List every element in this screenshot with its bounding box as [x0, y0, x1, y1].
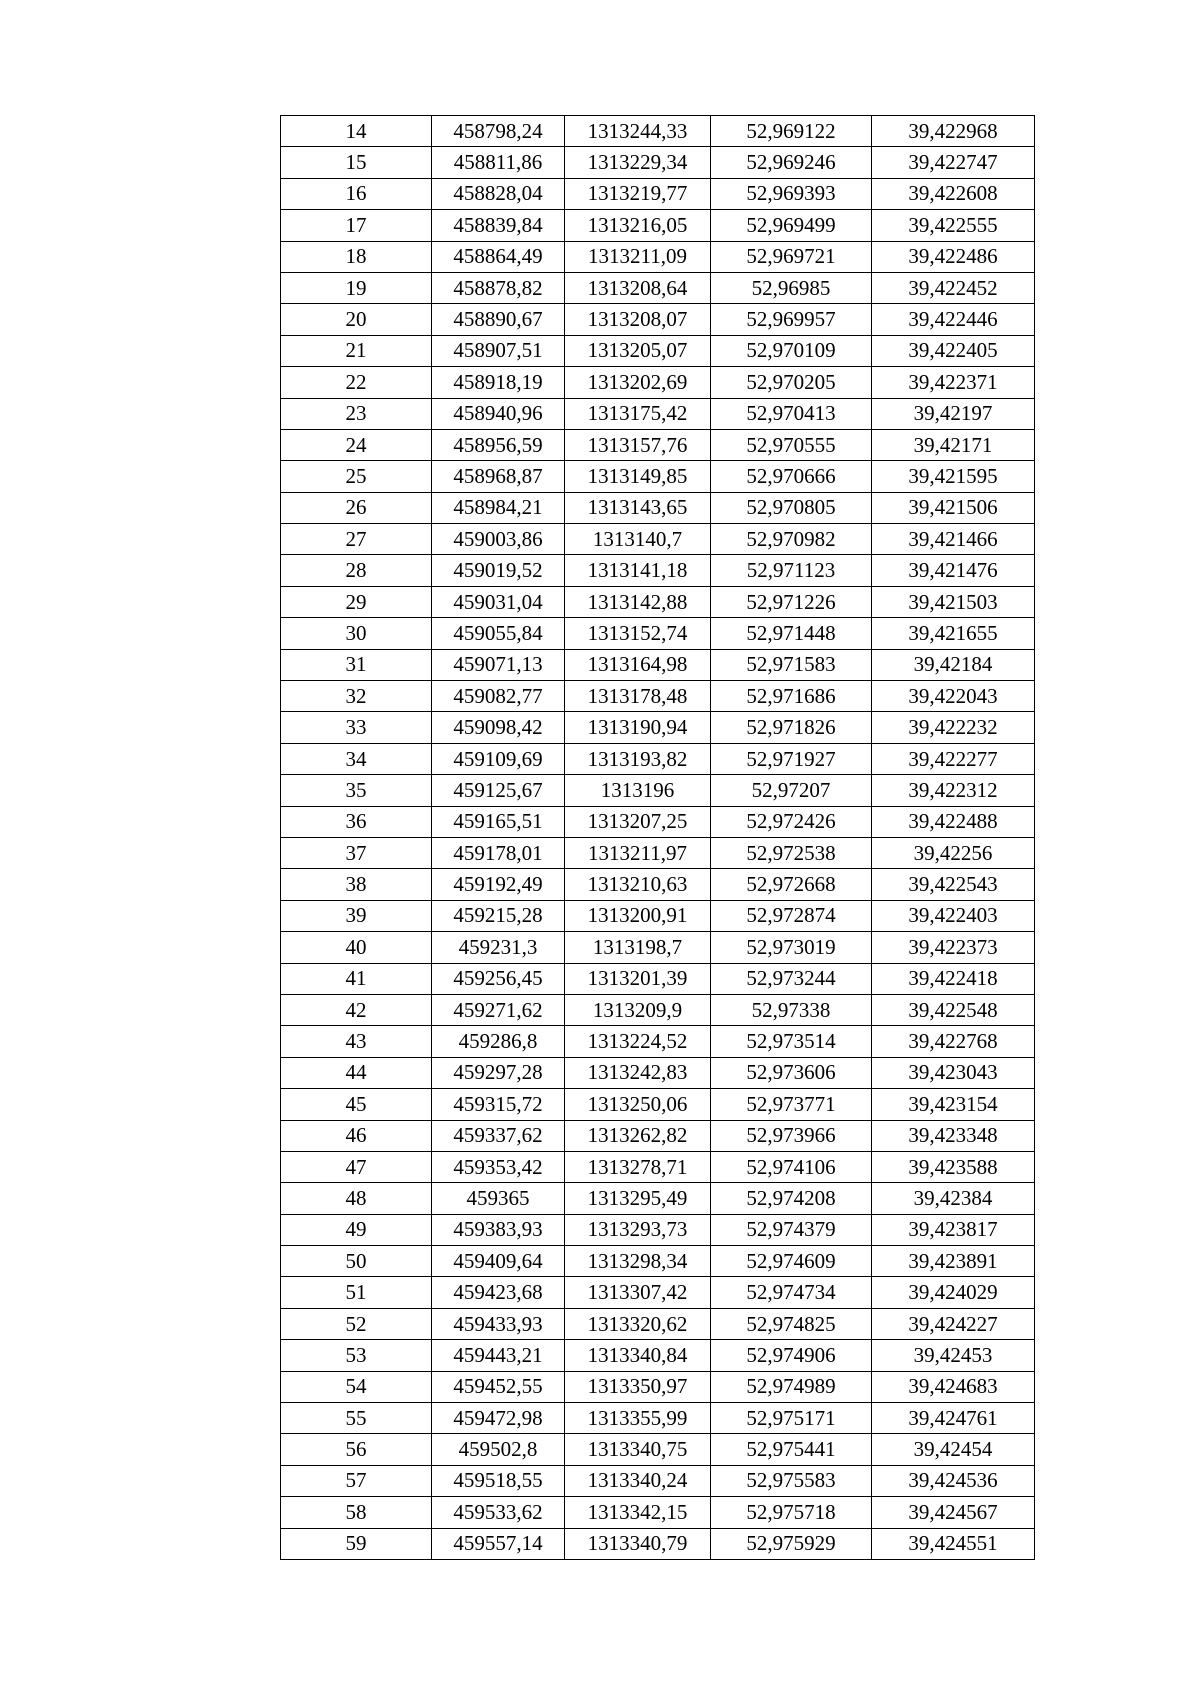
- table-row: [281, 1214, 1035, 1245]
- x-coordinate-cell: 459082,77: [432, 681, 565, 712]
- point-number-cell: 21: [281, 335, 432, 366]
- x-coordinate-cell: 459297,28: [432, 1057, 565, 1088]
- x-coordinate-cell: 459055,84: [432, 618, 565, 649]
- longitude-cell: 39,422405: [872, 335, 1035, 366]
- table-row: [281, 335, 1035, 366]
- point-number-cell: 14: [281, 116, 432, 147]
- longitude-cell: 39,422373: [872, 932, 1035, 963]
- y-coordinate-cell: 1313219,77: [565, 178, 711, 209]
- longitude-cell: 39,421503: [872, 586, 1035, 617]
- latitude-cell: 52,969393: [711, 178, 872, 209]
- table-row: [281, 1465, 1035, 1496]
- latitude-cell: 52,973514: [711, 1026, 872, 1057]
- y-coordinate-cell: 1313202,69: [565, 367, 711, 398]
- point-number-cell: 16: [281, 178, 432, 209]
- latitude-cell: 52,971448: [711, 618, 872, 649]
- longitude-cell: 39,422548: [872, 994, 1035, 1025]
- longitude-cell: 39,424536: [872, 1465, 1035, 1496]
- table-row: [281, 461, 1035, 492]
- point-number-cell: 17: [281, 210, 432, 241]
- x-coordinate-cell: 458878,82: [432, 272, 565, 303]
- y-coordinate-cell: 1313242,83: [565, 1057, 711, 1088]
- y-coordinate-cell: 1313340,24: [565, 1465, 711, 1496]
- point-number-cell: 26: [281, 492, 432, 523]
- longitude-cell: 39,422968: [872, 116, 1035, 147]
- table-row: [281, 1371, 1035, 1402]
- y-coordinate-cell: 1313350,97: [565, 1371, 711, 1402]
- latitude-cell: 52,971826: [711, 712, 872, 743]
- latitude-cell: 52,970555: [711, 429, 872, 460]
- table-row: [281, 304, 1035, 335]
- y-coordinate-cell: 1313293,73: [565, 1214, 711, 1245]
- latitude-cell: 52,974379: [711, 1214, 872, 1245]
- x-coordinate-cell: 459019,52: [432, 555, 565, 586]
- point-number-cell: 38: [281, 869, 432, 900]
- y-coordinate-cell: 1313142,88: [565, 586, 711, 617]
- point-number-cell: 48: [281, 1183, 432, 1214]
- longitude-cell: 39,422277: [872, 743, 1035, 774]
- y-coordinate-cell: 1313152,74: [565, 618, 711, 649]
- y-coordinate-cell: 1313207,25: [565, 806, 711, 837]
- point-number-cell: 19: [281, 272, 432, 303]
- x-coordinate-cell: 458811,86: [432, 147, 565, 178]
- y-coordinate-cell: 1313262,82: [565, 1120, 711, 1151]
- point-number-cell: 40: [281, 932, 432, 963]
- point-number-cell: 22: [281, 367, 432, 398]
- longitude-cell: 39,42184: [872, 649, 1035, 680]
- y-coordinate-cell: 1313178,48: [565, 681, 711, 712]
- point-number-cell: 23: [281, 398, 432, 429]
- longitude-cell: 39,422488: [872, 806, 1035, 837]
- latitude-cell: 52,972874: [711, 900, 872, 931]
- longitude-cell: 39,424227: [872, 1308, 1035, 1339]
- x-coordinate-cell: 458828,04: [432, 178, 565, 209]
- x-coordinate-cell: 458798,24: [432, 116, 565, 147]
- table-row: [281, 681, 1035, 712]
- latitude-cell: 52,973771: [711, 1089, 872, 1120]
- x-coordinate-cell: 459443,21: [432, 1340, 565, 1371]
- table-row: [281, 555, 1035, 586]
- latitude-cell: 52,970982: [711, 524, 872, 555]
- x-coordinate-cell: 459286,8: [432, 1026, 565, 1057]
- longitude-cell: 39,42171: [872, 429, 1035, 460]
- longitude-cell: 39,424551: [872, 1528, 1035, 1559]
- x-coordinate-cell: 458839,84: [432, 210, 565, 241]
- y-coordinate-cell: 1313216,05: [565, 210, 711, 241]
- latitude-cell: 52,970413: [711, 398, 872, 429]
- longitude-cell: 39,421595: [872, 461, 1035, 492]
- latitude-cell: 52,972538: [711, 837, 872, 868]
- x-coordinate-cell: 458864,49: [432, 241, 565, 272]
- longitude-cell: 39,423891: [872, 1246, 1035, 1277]
- table-row: [281, 1151, 1035, 1182]
- latitude-cell: 52,973966: [711, 1120, 872, 1151]
- x-coordinate-cell: 459215,28: [432, 900, 565, 931]
- point-number-cell: 39: [281, 900, 432, 931]
- point-number-cell: 34: [281, 743, 432, 774]
- longitude-cell: 39,422543: [872, 869, 1035, 900]
- latitude-cell: 52,974208: [711, 1183, 872, 1214]
- table-row: [281, 1183, 1035, 1214]
- latitude-cell: 52,969122: [711, 116, 872, 147]
- point-number-cell: 56: [281, 1434, 432, 1465]
- longitude-cell: 39,422371: [872, 367, 1035, 398]
- x-coordinate-cell: 459098,42: [432, 712, 565, 743]
- x-coordinate-cell: 459409,64: [432, 1246, 565, 1277]
- table-row: [281, 649, 1035, 680]
- longitude-cell: 39,422452: [872, 272, 1035, 303]
- y-coordinate-cell: 1313298,34: [565, 1246, 711, 1277]
- longitude-cell: 39,423588: [872, 1151, 1035, 1182]
- point-number-cell: 47: [281, 1151, 432, 1182]
- latitude-cell: 52,974609: [711, 1246, 872, 1277]
- coordinates-table-body: [281, 116, 1035, 1560]
- longitude-cell: 39,422232: [872, 712, 1035, 743]
- x-coordinate-cell: 459271,62: [432, 994, 565, 1025]
- longitude-cell: 39,423348: [872, 1120, 1035, 1151]
- y-coordinate-cell: 1313193,82: [565, 743, 711, 774]
- longitude-cell: 39,421655: [872, 618, 1035, 649]
- table-row: [281, 116, 1035, 147]
- latitude-cell: 52,97338: [711, 994, 872, 1025]
- x-coordinate-cell: 459472,98: [432, 1403, 565, 1434]
- latitude-cell: 52,969499: [711, 210, 872, 241]
- y-coordinate-cell: 1313340,75: [565, 1434, 711, 1465]
- point-number-cell: 52: [281, 1308, 432, 1339]
- latitude-cell: 52,970205: [711, 367, 872, 398]
- y-coordinate-cell: 1313250,06: [565, 1089, 711, 1120]
- x-coordinate-cell: 459337,62: [432, 1120, 565, 1151]
- x-coordinate-cell: 459256,45: [432, 963, 565, 994]
- latitude-cell: 52,974989: [711, 1371, 872, 1402]
- point-number-cell: 36: [281, 806, 432, 837]
- table-row: [281, 869, 1035, 900]
- latitude-cell: 52,973606: [711, 1057, 872, 1088]
- y-coordinate-cell: 1313210,63: [565, 869, 711, 900]
- point-number-cell: 44: [281, 1057, 432, 1088]
- longitude-cell: 39,422418: [872, 963, 1035, 994]
- point-number-cell: 18: [281, 241, 432, 272]
- latitude-cell: 52,971123: [711, 555, 872, 586]
- point-number-cell: 31: [281, 649, 432, 680]
- latitude-cell: 52,972426: [711, 806, 872, 837]
- point-number-cell: 32: [281, 681, 432, 712]
- point-number-cell: 43: [281, 1026, 432, 1057]
- latitude-cell: 52,969246: [711, 147, 872, 178]
- table-row: [281, 1057, 1035, 1088]
- y-coordinate-cell: 1313320,62: [565, 1308, 711, 1339]
- table-row: [281, 994, 1035, 1025]
- point-number-cell: 59: [281, 1528, 432, 1559]
- point-number-cell: 57: [281, 1465, 432, 1496]
- longitude-cell: 39,422555: [872, 210, 1035, 241]
- latitude-cell: 52,975718: [711, 1497, 872, 1528]
- table-row: [281, 837, 1035, 868]
- point-number-cell: 42: [281, 994, 432, 1025]
- point-number-cell: 35: [281, 775, 432, 806]
- longitude-cell: 39,421506: [872, 492, 1035, 523]
- table-row: [281, 775, 1035, 806]
- x-coordinate-cell: 458918,19: [432, 367, 565, 398]
- longitude-cell: 39,421476: [872, 555, 1035, 586]
- x-coordinate-cell: 459433,93: [432, 1308, 565, 1339]
- latitude-cell: 52,971226: [711, 586, 872, 617]
- latitude-cell: 52,971927: [711, 743, 872, 774]
- longitude-cell: 39,422768: [872, 1026, 1035, 1057]
- table-row: [281, 524, 1035, 555]
- x-coordinate-cell: 459383,93: [432, 1214, 565, 1245]
- latitude-cell: 52,974825: [711, 1308, 872, 1339]
- x-coordinate-cell: 459502,8: [432, 1434, 565, 1465]
- latitude-cell: 52,970666: [711, 461, 872, 492]
- x-coordinate-cell: 459557,14: [432, 1528, 565, 1559]
- table-row: [281, 1434, 1035, 1465]
- longitude-cell: 39,423154: [872, 1089, 1035, 1120]
- point-number-cell: 58: [281, 1497, 432, 1528]
- table-row: [281, 963, 1035, 994]
- coordinates-table: [280, 115, 1035, 1560]
- point-number-cell: 55: [281, 1403, 432, 1434]
- y-coordinate-cell: 1313205,07: [565, 335, 711, 366]
- y-coordinate-cell: 1313209,9: [565, 994, 711, 1025]
- point-number-cell: 28: [281, 555, 432, 586]
- longitude-cell: 39,422446: [872, 304, 1035, 335]
- latitude-cell: 52,974106: [711, 1151, 872, 1182]
- x-coordinate-cell: 458956,59: [432, 429, 565, 460]
- longitude-cell: 39,42197: [872, 398, 1035, 429]
- y-coordinate-cell: 1313224,52: [565, 1026, 711, 1057]
- longitude-cell: 39,422486: [872, 241, 1035, 272]
- x-coordinate-cell: 458890,67: [432, 304, 565, 335]
- table-row: [281, 618, 1035, 649]
- table-row: [281, 147, 1035, 178]
- x-coordinate-cell: 459423,68: [432, 1277, 565, 1308]
- table-row: [281, 1120, 1035, 1151]
- y-coordinate-cell: 1313196: [565, 775, 711, 806]
- latitude-cell: 52,975929: [711, 1528, 872, 1559]
- latitude-cell: 52,972668: [711, 869, 872, 900]
- longitude-cell: 39,422608: [872, 178, 1035, 209]
- x-coordinate-cell: 458984,21: [432, 492, 565, 523]
- y-coordinate-cell: 1313175,42: [565, 398, 711, 429]
- latitude-cell: 52,971583: [711, 649, 872, 680]
- y-coordinate-cell: 1313208,64: [565, 272, 711, 303]
- longitude-cell: 39,423043: [872, 1057, 1035, 1088]
- point-number-cell: 45: [281, 1089, 432, 1120]
- point-number-cell: 25: [281, 461, 432, 492]
- table-row: [281, 1246, 1035, 1277]
- longitude-cell: 39,423817: [872, 1214, 1035, 1245]
- y-coordinate-cell: 1313244,33: [565, 116, 711, 147]
- table-row: [281, 1308, 1035, 1339]
- x-coordinate-cell: 459518,55: [432, 1465, 565, 1496]
- table-row: [281, 1277, 1035, 1308]
- longitude-cell: 39,42454: [872, 1434, 1035, 1465]
- y-coordinate-cell: 1313340,84: [565, 1340, 711, 1371]
- x-coordinate-cell: 458907,51: [432, 335, 565, 366]
- table-row: [281, 1340, 1035, 1371]
- latitude-cell: 52,96985: [711, 272, 872, 303]
- x-coordinate-cell: 459192,49: [432, 869, 565, 900]
- point-number-cell: 15: [281, 147, 432, 178]
- y-coordinate-cell: 1313200,91: [565, 900, 711, 931]
- table-row: [281, 1403, 1035, 1434]
- x-coordinate-cell: 459452,55: [432, 1371, 565, 1402]
- point-number-cell: 20: [281, 304, 432, 335]
- point-number-cell: 27: [281, 524, 432, 555]
- x-coordinate-cell: 459178,01: [432, 837, 565, 868]
- y-coordinate-cell: 1313295,49: [565, 1183, 711, 1214]
- x-coordinate-cell: 459125,67: [432, 775, 565, 806]
- table-row: [281, 712, 1035, 743]
- table-row: [281, 586, 1035, 617]
- y-coordinate-cell: 1313157,76: [565, 429, 711, 460]
- table-row: [281, 1528, 1035, 1559]
- y-coordinate-cell: 1313149,85: [565, 461, 711, 492]
- y-coordinate-cell: 1313164,98: [565, 649, 711, 680]
- y-coordinate-cell: 1313355,99: [565, 1403, 711, 1434]
- table-row: [281, 429, 1035, 460]
- latitude-cell: 52,975171: [711, 1403, 872, 1434]
- y-coordinate-cell: 1313211,97: [565, 837, 711, 868]
- y-coordinate-cell: 1313278,71: [565, 1151, 711, 1182]
- y-coordinate-cell: 1313143,65: [565, 492, 711, 523]
- y-coordinate-cell: 1313340,79: [565, 1528, 711, 1559]
- y-coordinate-cell: 1313208,07: [565, 304, 711, 335]
- x-coordinate-cell: 459165,51: [432, 806, 565, 837]
- table-row: [281, 398, 1035, 429]
- table-row: [281, 900, 1035, 931]
- table-row: [281, 272, 1035, 303]
- table-row: [281, 492, 1035, 523]
- x-coordinate-cell: 459071,13: [432, 649, 565, 680]
- latitude-cell: 52,969957: [711, 304, 872, 335]
- table-row: [281, 806, 1035, 837]
- point-number-cell: 37: [281, 837, 432, 868]
- table-row: [281, 932, 1035, 963]
- longitude-cell: 39,422312: [872, 775, 1035, 806]
- longitude-cell: 39,422747: [872, 147, 1035, 178]
- table-row: [281, 241, 1035, 272]
- y-coordinate-cell: 1313211,09: [565, 241, 711, 272]
- table-row: [281, 210, 1035, 241]
- point-number-cell: 30: [281, 618, 432, 649]
- y-coordinate-cell: 1313342,15: [565, 1497, 711, 1528]
- x-coordinate-cell: 459365: [432, 1183, 565, 1214]
- point-number-cell: 46: [281, 1120, 432, 1151]
- latitude-cell: 52,973019: [711, 932, 872, 963]
- x-coordinate-cell: 459003,86: [432, 524, 565, 555]
- point-number-cell: 29: [281, 586, 432, 617]
- y-coordinate-cell: 1313307,42: [565, 1277, 711, 1308]
- point-number-cell: 33: [281, 712, 432, 743]
- latitude-cell: 52,970805: [711, 492, 872, 523]
- latitude-cell: 52,971686: [711, 681, 872, 712]
- latitude-cell: 52,974734: [711, 1277, 872, 1308]
- table-row: [281, 1497, 1035, 1528]
- point-number-cell: 50: [281, 1246, 432, 1277]
- x-coordinate-cell: 458940,96: [432, 398, 565, 429]
- point-number-cell: 41: [281, 963, 432, 994]
- x-coordinate-cell: 459109,69: [432, 743, 565, 774]
- latitude-cell: 52,973244: [711, 963, 872, 994]
- table-row: [281, 1026, 1035, 1057]
- point-number-cell: 49: [281, 1214, 432, 1245]
- x-coordinate-cell: 459031,04: [432, 586, 565, 617]
- x-coordinate-cell: 459231,3: [432, 932, 565, 963]
- latitude-cell: 52,974906: [711, 1340, 872, 1371]
- x-coordinate-cell: 459353,42: [432, 1151, 565, 1182]
- point-number-cell: 54: [281, 1371, 432, 1402]
- table-row: [281, 743, 1035, 774]
- point-number-cell: 51: [281, 1277, 432, 1308]
- latitude-cell: 52,975583: [711, 1465, 872, 1496]
- longitude-cell: 39,421466: [872, 524, 1035, 555]
- latitude-cell: 52,975441: [711, 1434, 872, 1465]
- longitude-cell: 39,42256: [872, 837, 1035, 868]
- table-row: [281, 367, 1035, 398]
- longitude-cell: 39,42453: [872, 1340, 1035, 1371]
- x-coordinate-cell: 459315,72: [432, 1089, 565, 1120]
- longitude-cell: 39,424567: [872, 1497, 1035, 1528]
- latitude-cell: 52,969721: [711, 241, 872, 272]
- x-coordinate-cell: 458968,87: [432, 461, 565, 492]
- longitude-cell: 39,424029: [872, 1277, 1035, 1308]
- x-coordinate-cell: 459533,62: [432, 1497, 565, 1528]
- longitude-cell: 39,422043: [872, 681, 1035, 712]
- y-coordinate-cell: 1313141,18: [565, 555, 711, 586]
- latitude-cell: 52,97207: [711, 775, 872, 806]
- y-coordinate-cell: 1313198,7: [565, 932, 711, 963]
- point-number-cell: 53: [281, 1340, 432, 1371]
- table-row: [281, 1089, 1035, 1120]
- y-coordinate-cell: 1313229,34: [565, 147, 711, 178]
- point-number-cell: 24: [281, 429, 432, 460]
- longitude-cell: 39,424761: [872, 1403, 1035, 1434]
- longitude-cell: 39,424683: [872, 1371, 1035, 1402]
- latitude-cell: 52,970109: [711, 335, 872, 366]
- y-coordinate-cell: 1313140,7: [565, 524, 711, 555]
- y-coordinate-cell: 1313201,39: [565, 963, 711, 994]
- y-coordinate-cell: 1313190,94: [565, 712, 711, 743]
- longitude-cell: 39,422403: [872, 900, 1035, 931]
- table-row: [281, 178, 1035, 209]
- longitude-cell: 39,42384: [872, 1183, 1035, 1214]
